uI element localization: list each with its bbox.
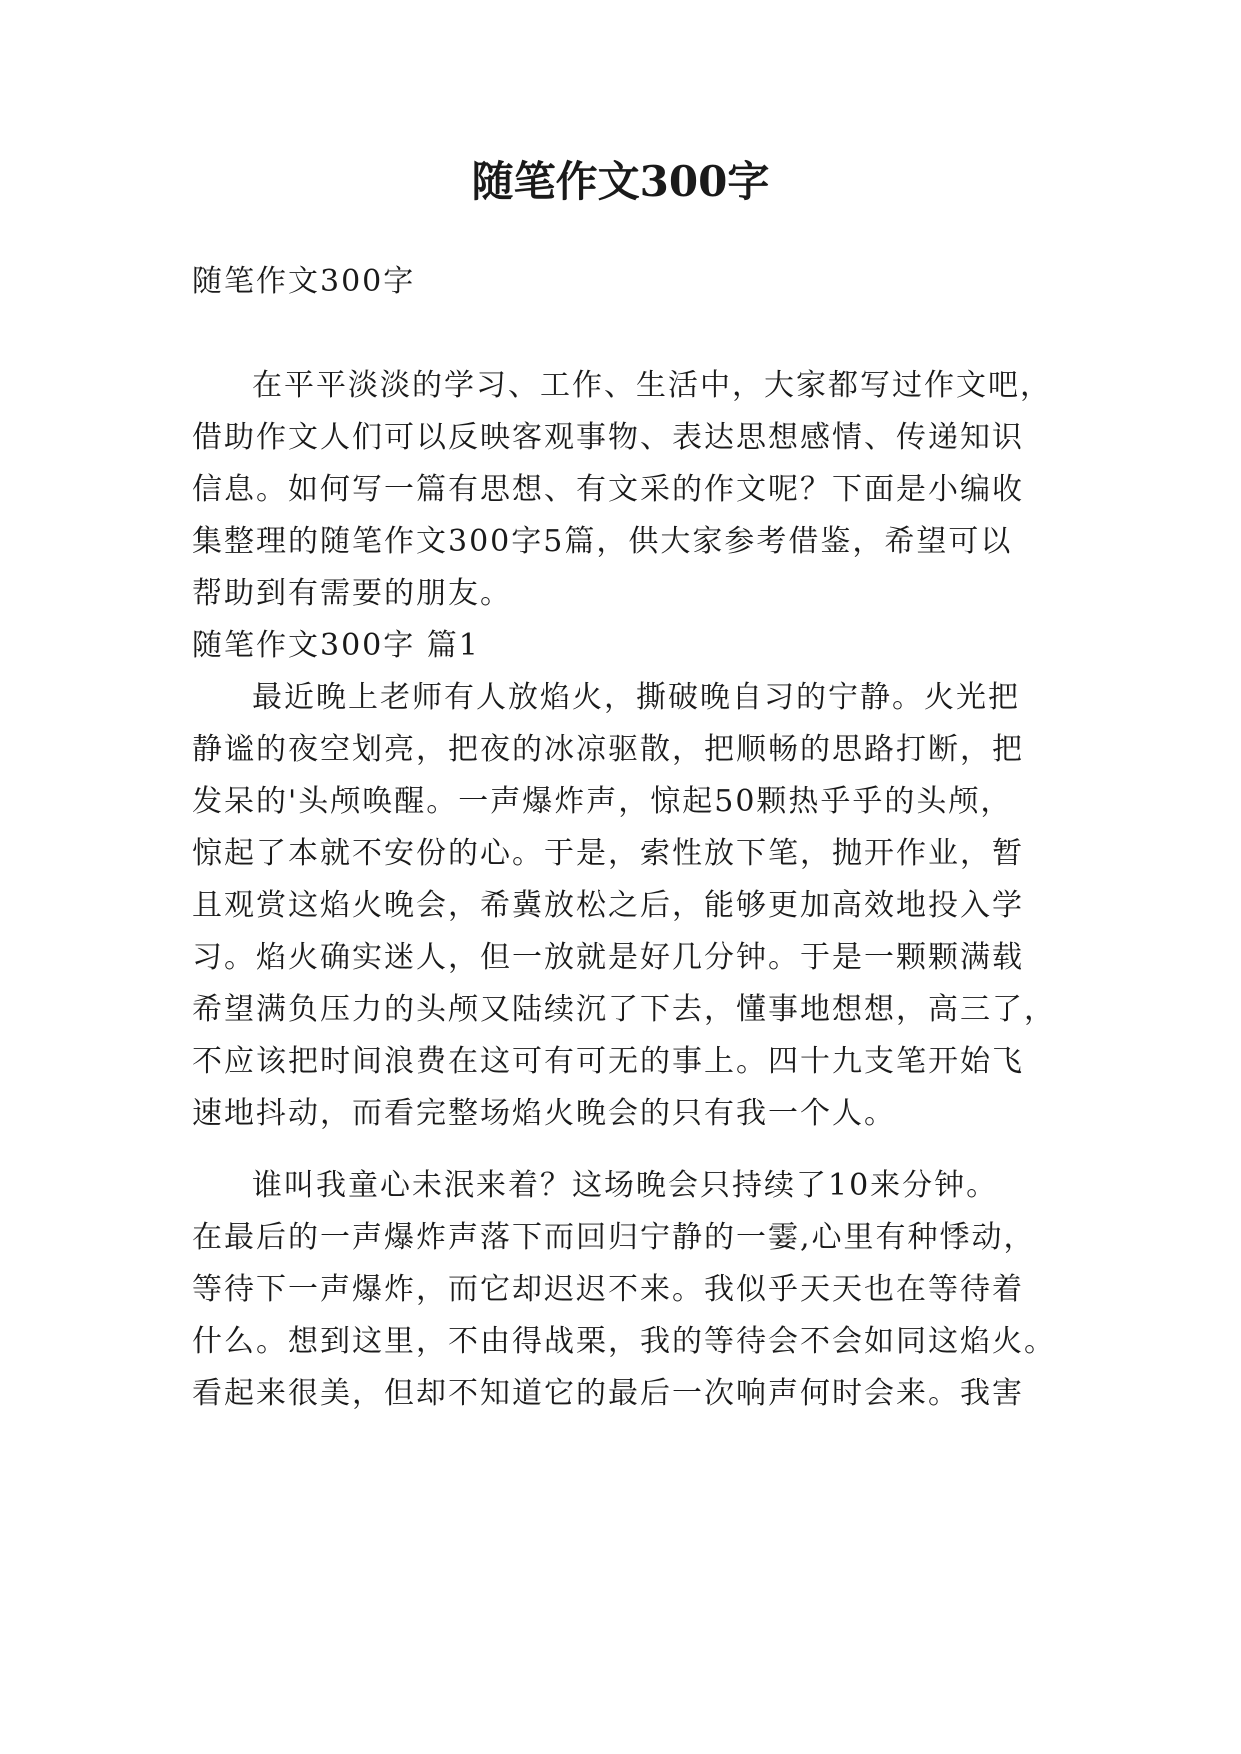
paragraph-line: 不应该把时间浪费在这可有可无的事上。四十九支笔开始飞 bbox=[192, 1044, 1024, 1079]
paragraph-line: 速地抖动，而看完整场焰火晚会的只有我一个人。 bbox=[192, 1096, 896, 1131]
document-title: 随笔作文300字 bbox=[471, 157, 770, 206]
paragraph-line: 在最后的一声爆炸声落下而回归宁静的一霎,心里有种悸动， bbox=[192, 1220, 1036, 1255]
paragraph-line: 惊起了本就不安份的心。于是，索性放下笔，抛开作业，暂 bbox=[192, 836, 1024, 871]
paragraph-line: 静谧的夜空划亮，把夜的冰凉驱散，把顺畅的思路打断，把 bbox=[192, 732, 1024, 767]
section-heading: 随笔作文300字 篇1 bbox=[192, 628, 480, 663]
paragraph-line: 发呆的'头颅唤醒。一声爆炸声，惊起50颗热乎乎的头颅， bbox=[192, 784, 1013, 819]
intro-line: 在平平淡淡的学习、工作、生活中，大家都写过作文吧， bbox=[252, 368, 1052, 403]
paragraph-line: 看起来很美，但却不知道它的最后一次响声何时会来。我害 bbox=[192, 1376, 1024, 1411]
intro-line: 借助作文人们可以反映客观事物、表达思想感情、传递知识 bbox=[192, 420, 1024, 455]
intro-line: 信息。如何写一篇有思想、有文采的作文呢？下面是小编收 bbox=[192, 472, 1024, 507]
intro-line: 集整理的随笔作文300字5篇，供大家参考借鉴，希望可以 bbox=[192, 524, 1013, 559]
paragraph-line: 谁叫我童心未泯来着？这场晚会只持续了10来分钟。 bbox=[252, 1168, 999, 1203]
intro-line: 帮助到有需要的朋友。 bbox=[192, 576, 512, 611]
paragraph-line: 希望满负压力的头颅又陆续沉了下去，懂事地想想，高三了， bbox=[192, 992, 1056, 1027]
paragraph-line: 习。焰火确实迷人，但一放就是好几分钟。于是一颗颗满载 bbox=[192, 940, 1024, 975]
paragraph-line: 等待下一声爆炸，而它却迟迟不来。我似乎天天也在等待着 bbox=[192, 1272, 1024, 1307]
paragraph-line: 且观赏这焰火晚会，希冀放松之后，能够更加高效地投入学 bbox=[192, 888, 1024, 923]
paragraph-line: 什么。想到这里，不由得战栗，我的等待会不会如同这焰火。 bbox=[192, 1324, 1056, 1359]
paragraph-line: 最近晚上老师有人放焰火，撕破晚自习的宁静。火光把 bbox=[252, 680, 1020, 715]
subtitle-line: 随笔作文300字 bbox=[192, 264, 416, 299]
